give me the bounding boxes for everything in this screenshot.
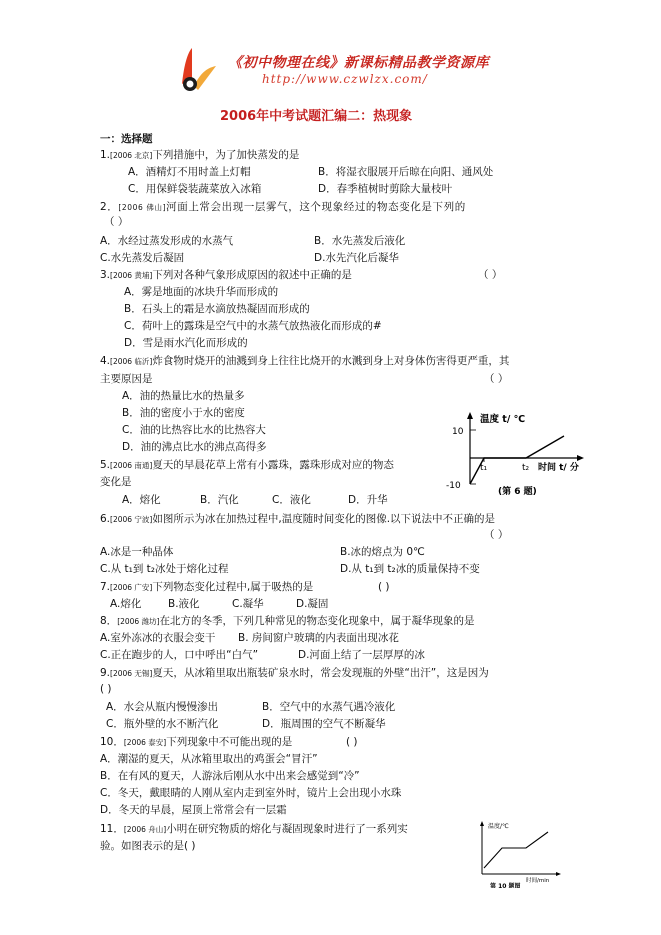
header-url[interactable]: http://www.czwlzx.com/	[262, 72, 428, 86]
q2-blank: （ ）	[104, 216, 129, 228]
q4-option-c: C．油的比热容比水的比热容大	[122, 424, 266, 436]
q6-option-a: A.冰是一种晶体	[100, 546, 174, 558]
y-label: 温度 t/ ℃	[480, 414, 526, 425]
q5-option-b: B．汽化	[200, 494, 239, 506]
q7-option-b: B.液化	[168, 598, 200, 610]
section-heading: 一：选择题	[100, 133, 153, 145]
q3-option-c: C．荷叶上的露珠是空气中的水蒸气放热液化而形成的#	[124, 320, 382, 332]
y-tick-minus10: -10	[446, 481, 461, 491]
q10-option-a: A．潮湿的夏天，从冰箱里取出的鸡蛋会“冒汗”	[100, 753, 318, 765]
q11-stem-cont: 验。如图表示的是( )	[100, 840, 196, 852]
q9-option-d: D．瓶周围的空气不断凝华	[262, 718, 386, 730]
q4-option-d: D．油的沸点比水的沸点高得多	[122, 441, 267, 453]
q2-option-d: D.水先汽化后凝华	[314, 252, 399, 264]
q8-option-b: B. 房间窗户玻璃的内表面出现冰花	[238, 632, 399, 644]
y-axis-arrow	[467, 412, 473, 419]
q2-option-a: A．水经过蒸发形成的水蒸气	[100, 235, 234, 247]
question-10: 10．[2006 泰安]下列现象中不可能出现的是	[100, 736, 293, 748]
q8-option-a: A.室外冻冰的衣服会变干	[100, 632, 216, 644]
question-6: 6.[2006 宁波]如图所示为冰在加热过程中,温度随时间变化的图像.以下说法中不正确的是	[100, 513, 496, 525]
q2-option-b: B．水先蒸发后液化	[314, 235, 406, 247]
q1-option-b: B．将湿衣服展开后晾在向阳、通风处	[318, 166, 494, 178]
question-4: 4.[2006 临沂]炸食物时烧开的油溅到身上往往比烧开的水溅到身上对身体伤害得更严重，其	[100, 355, 510, 367]
q1-option-c: C．用保鲜袋装蔬菜放入冰箱	[128, 183, 262, 195]
q10-option-d: D．冬天的早晨，屋顶上常常会有一层霜	[100, 804, 287, 816]
q7-option-a: A.熔化	[110, 598, 142, 610]
t2-label: t₂	[522, 463, 530, 473]
q3-option-a: A．雾是地面的冰块升华而形成的	[124, 286, 279, 298]
melting-graph	[468, 818, 568, 888]
question-1: 1.[2006 北京]下列措施中，为了加快蒸发的是	[100, 149, 300, 161]
site-logo	[176, 44, 220, 92]
q8-option-c: C.正在跑步的人，口中呼出“白气”	[100, 649, 259, 661]
q3-option-b: B．石头上的霜是水滴放热凝固而形成的	[124, 303, 310, 315]
q7-option-d: D.凝固	[296, 598, 329, 610]
q5-stem-cont: 变化是	[100, 476, 132, 488]
q6-option-d: D.从 t₁到 t₂冰的质量保持不变	[340, 563, 480, 575]
q4-stem-cont: 主要原因是	[100, 373, 153, 385]
q10-blank: ( )	[346, 736, 358, 748]
x-label: 时间/min	[526, 878, 550, 884]
figure-caption: 第 10 题图	[490, 883, 521, 888]
q2-option-c: C.水先蒸发后凝固	[100, 252, 185, 264]
q4-option-b: B．油的密度小于水的密度	[122, 407, 245, 419]
q7-option-c: C.凝华	[232, 598, 264, 610]
question-9: 9.[2006 无锡]夏天，从冰箱里取出瓶装矿泉水时，常会发现瓶的外壁“出汗”，这是因为	[100, 667, 489, 679]
t1-label: t₁	[480, 463, 488, 473]
q9-option-c: C．瓶外壁的水不断汽化	[106, 718, 219, 730]
q6-option-c: C.从 t₁到 t₂冰处于熔化过程	[100, 563, 229, 575]
x-axis-arrow	[577, 455, 584, 461]
q10-option-c: C．冬天，戴眼睛的人刚从室内走到室外时，镜片上会出现小水珠	[100, 787, 402, 799]
q3-blank: （ ）	[478, 269, 503, 281]
logo-icon	[176, 44, 220, 92]
y-label: 温度/℃	[488, 823, 509, 830]
temperature-graph	[440, 408, 590, 500]
header-title: 《初中物理在线》新课标精品教学资源库	[228, 55, 489, 71]
question-7: 7.[2006 广安]下列物态变化过程中,属于吸热的是	[100, 581, 314, 593]
q4-blank: （ ）	[484, 373, 509, 385]
x-label: 时间 t/ 分	[538, 463, 579, 473]
q8-option-d: D.河面上结了一层厚厚的冰	[298, 649, 425, 661]
figure-6-graph	[440, 408, 590, 500]
data-line	[484, 832, 548, 868]
q1-option-d: D．春季植树时剪除大量枝叶	[318, 183, 453, 195]
page-title: 2006年中考试题汇编二：热现象	[220, 109, 413, 124]
q9-option-b: B．空气中的水蒸气遇冷液化	[262, 701, 396, 713]
q4-option-a: A．油的热量比水的热量多	[122, 390, 245, 402]
q5-option-c: C．液化	[272, 494, 311, 506]
y-tick-10: 10	[452, 427, 464, 437]
q5-option-a: A．熔化	[122, 494, 161, 506]
figure-caption: (第 6 题)	[498, 487, 537, 497]
figure-11-graph	[468, 818, 568, 888]
q6-blank: （ ）	[484, 529, 509, 541]
q6-option-b: B.冰的熔点为 0℃	[340, 546, 425, 558]
q10-option-b: B．在有风的夏天，人游泳后刚从水中出来会感觉到“冷”	[100, 770, 360, 782]
question-5: 5.[2006 南通]夏天的早晨花草上常有小露珠，露珠形成对应的物态	[100, 459, 394, 471]
x-axis-arrow	[556, 872, 561, 876]
q9-option-a: A．水会从瓶内慢慢渗出	[106, 701, 219, 713]
q1-option-a: A．酒精灯不用时盖上灯帽	[128, 166, 251, 178]
question-3: 3.[2006 黄埔]下列对各种气象形成原因的叙述中正确的是	[100, 269, 352, 281]
y-axis-arrow	[480, 821, 484, 826]
q7-blank: ( )	[378, 581, 390, 593]
question-11: 11．[2006 舟山]小明在研究物质的熔化与凝固现象时进行了一系列实	[100, 823, 408, 835]
q3-option-d: D．雪是雨水汽化而形成的	[124, 337, 248, 349]
q9-blank: ( )	[100, 683, 112, 695]
question-8: 8．[2006 潍坊]在北方的冬季，下列几种常见的物态变化现象中，属于凝华现象的是	[100, 615, 475, 627]
q5-option-d: D．升华	[348, 494, 388, 506]
question-2: 2．[2006 佛山]河面上常会出现一层雾气，这个现象经过的物态变化是下列的	[100, 201, 466, 213]
